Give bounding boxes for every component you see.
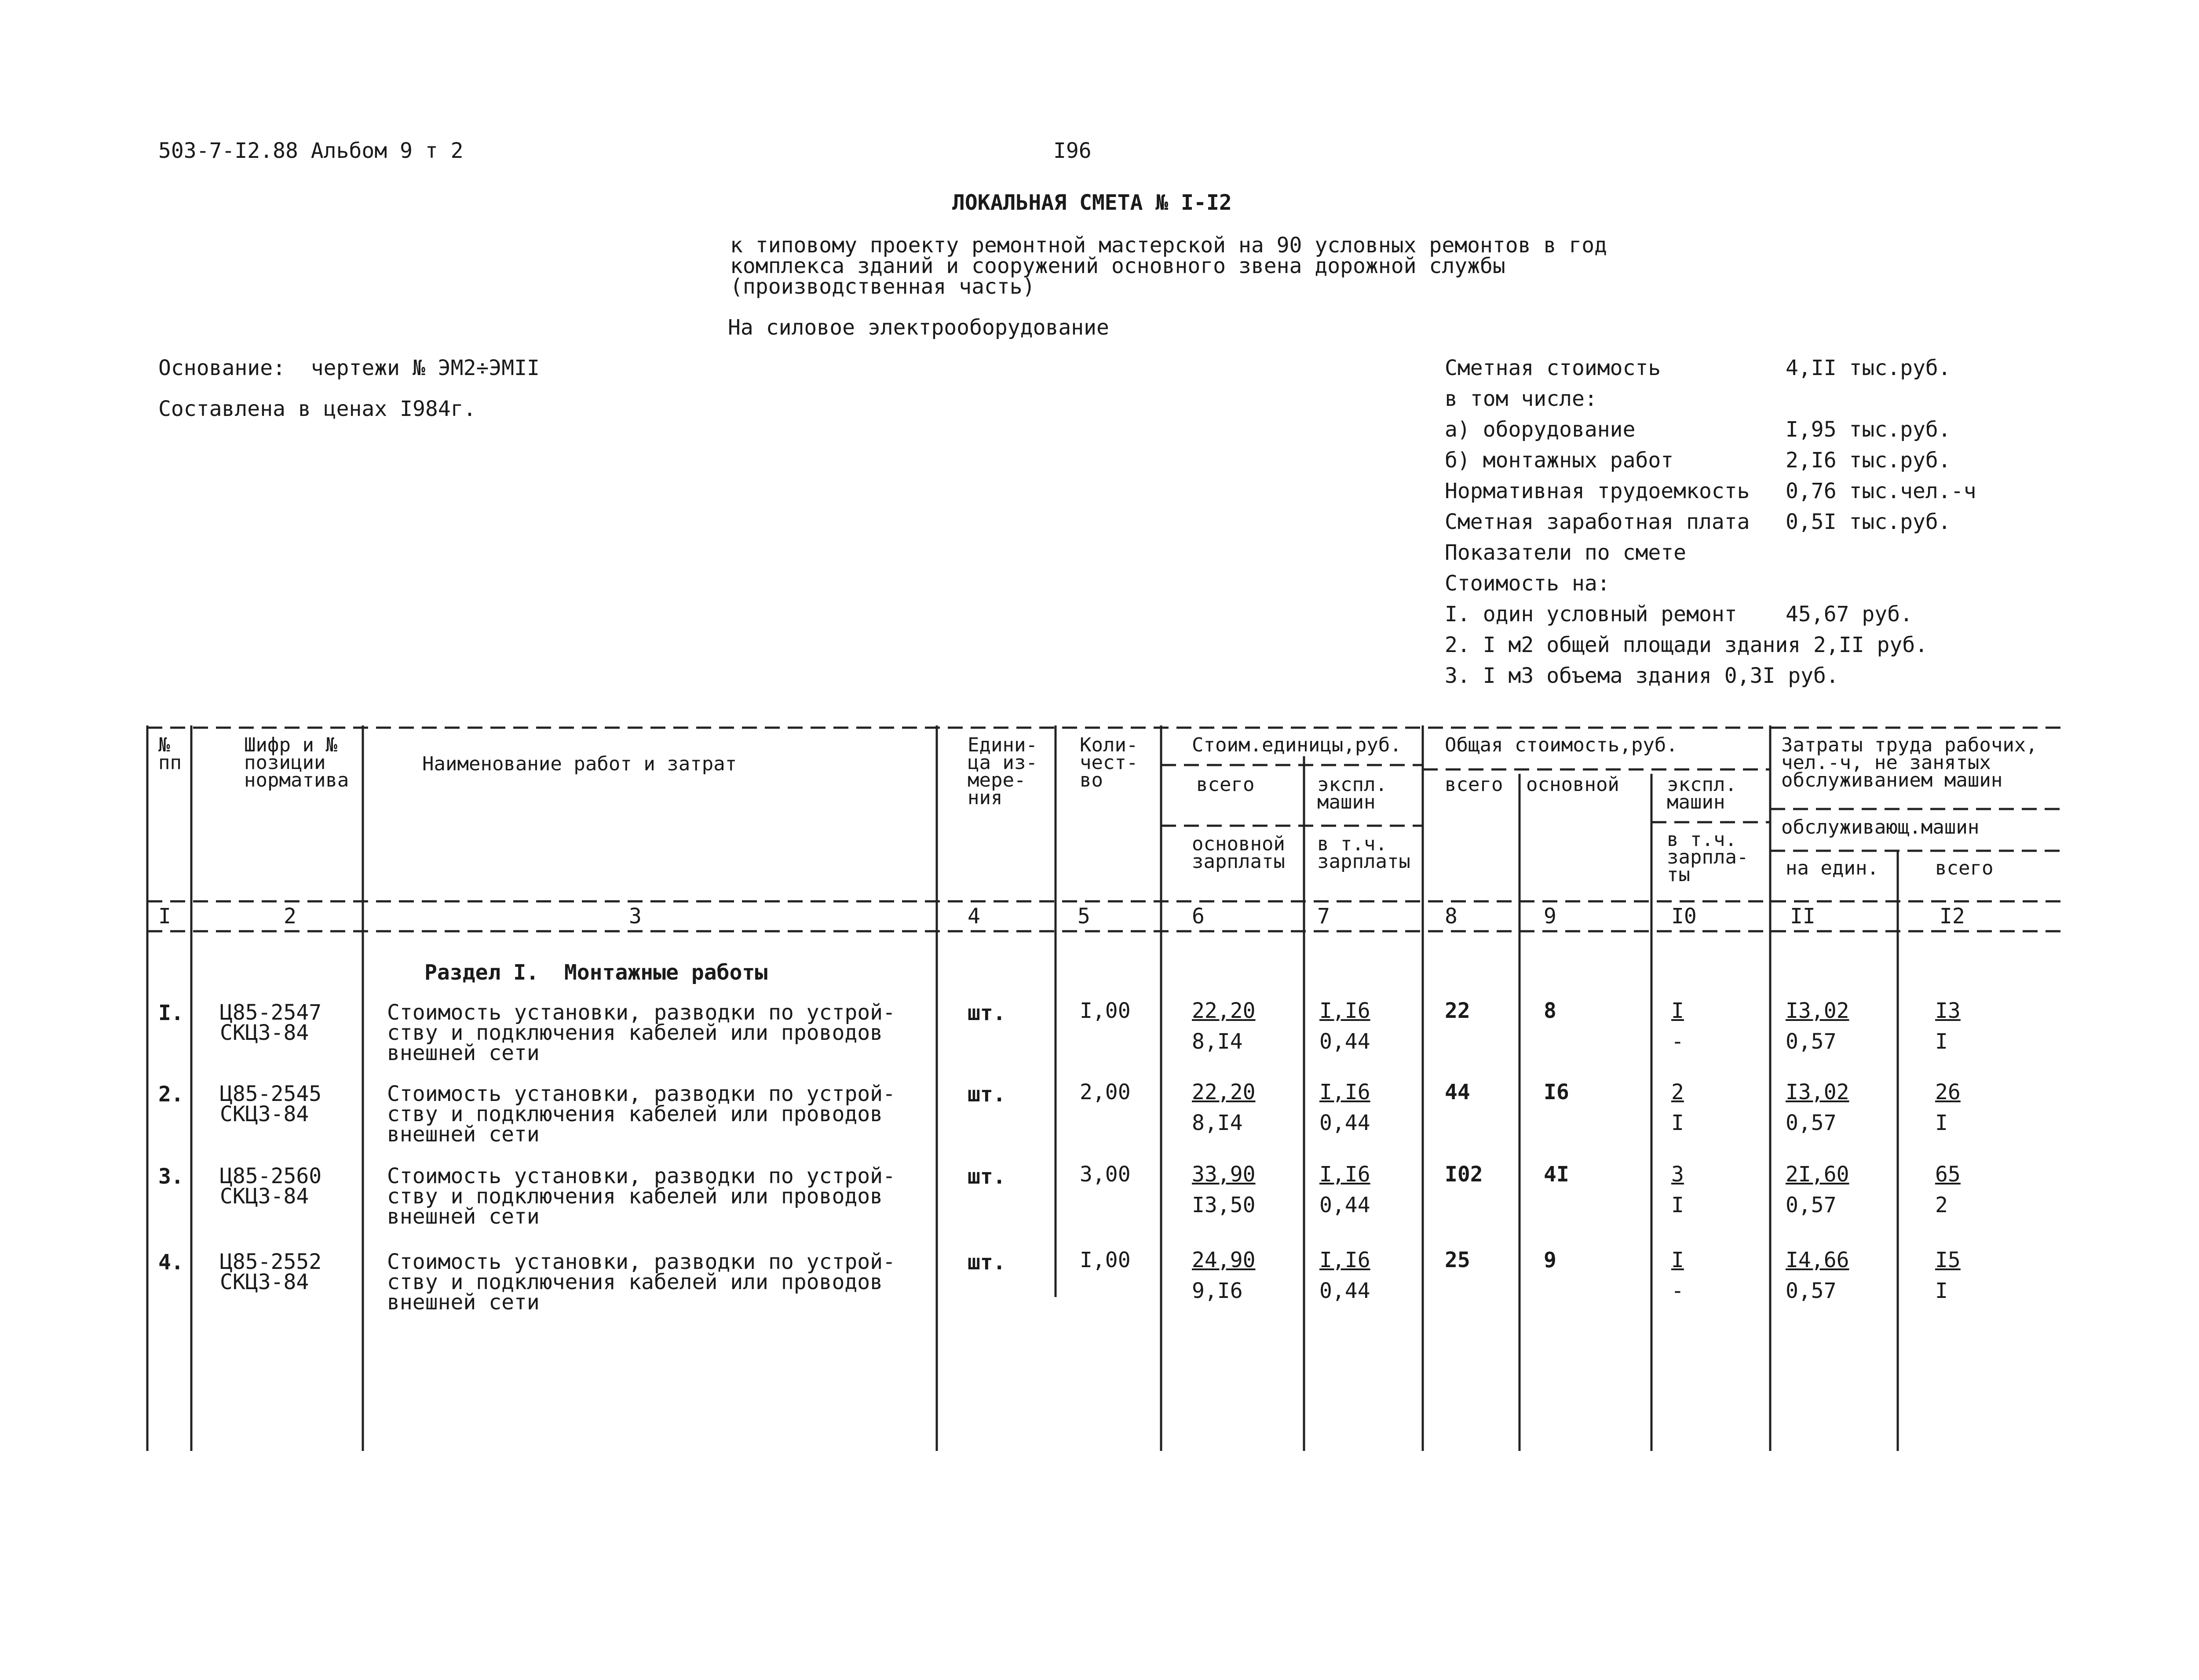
row-machines: 2 — [1671, 1080, 1684, 1104]
col-number: 5 — [1078, 904, 1090, 929]
row-name: Стоимость установки, разводки по устрой- ству и подключения кабелей или проводов внешней сети — [387, 1250, 895, 1315]
row-unit: шт. — [968, 1250, 1006, 1275]
row-base: I6 — [1544, 1080, 1569, 1104]
col-header-labor-machines: обслуживающ.машин — [1781, 816, 1980, 838]
summary-label: Сметная заработная плата — [1445, 510, 1750, 534]
price-level: Составлена в ценах I984г. — [158, 397, 476, 421]
row-total: I02 — [1445, 1162, 1483, 1187]
col-header-base: основной — [1526, 773, 1619, 796]
row-unit-total: 24,90 — [1192, 1248, 1256, 1272]
col-number: I2 — [1940, 904, 1965, 929]
col-number: II — [1790, 904, 1815, 929]
row-base: 9 — [1544, 1248, 1556, 1272]
col-header-machines: экспл. машин — [1667, 773, 1737, 813]
subtitle-line-3: (производственная часть) — [730, 274, 1035, 299]
row-labor-total: 26 — [1935, 1080, 1961, 1104]
row-code: Ц85-2545 СКЦЗ-84 — [220, 1082, 322, 1126]
summary-value: 4,II тыс.руб. — [1786, 356, 1951, 380]
col-number: 2 — [284, 904, 296, 929]
album-reference: 503-7-I2.88 Альбом 9 т 2 — [158, 138, 464, 163]
row-unit-total: 33,90 — [1192, 1162, 1256, 1187]
col-number: 8 — [1445, 904, 1457, 929]
row-labor-machines-total: 2 — [1935, 1193, 1948, 1217]
col-number: 6 — [1192, 904, 1205, 929]
summary-label: 2. I м2 общей площади здания 2,II руб. — [1445, 633, 1928, 657]
row-quantity: I,00 — [1080, 999, 1131, 1023]
summary-value: 2,I6 тыс.руб. — [1786, 448, 1951, 473]
col-header-unit-machine-wage: в т.ч. зарплаты — [1317, 833, 1410, 873]
col-number: 3 — [629, 904, 642, 929]
col-header-labor-total: всего — [1935, 857, 1994, 879]
row-unit-base-wage: 9,I6 — [1192, 1279, 1243, 1303]
row-base: 8 — [1544, 999, 1556, 1023]
row-unit: шт. — [968, 1001, 1006, 1025]
col-header-number: № пп — [158, 734, 182, 774]
row-number: 3. — [158, 1164, 184, 1189]
row-machine-wage: - — [1671, 1279, 1684, 1303]
row-total: 25 — [1445, 1248, 1470, 1272]
row-labor-machines-per-unit: 0,57 — [1786, 1029, 1837, 1054]
row-total: 44 — [1445, 1080, 1470, 1104]
col-header-unit-machines: экспл. машин — [1317, 773, 1387, 813]
summary-label: Сметная стоимость — [1445, 356, 1661, 380]
col-header-code: Шифр и № позиции норматива — [244, 734, 349, 791]
col-number: I — [158, 904, 171, 929]
row-unit-base-wage: 8,I4 — [1192, 1111, 1243, 1135]
row-labor-total: 65 — [1935, 1162, 1961, 1187]
col-number: 9 — [1544, 904, 1556, 929]
row-unit-machine-wage: 0,44 — [1319, 1029, 1370, 1054]
row-unit-machines: I,I6 — [1319, 1162, 1370, 1187]
row-machine-wage: - — [1671, 1029, 1684, 1054]
col-number: 7 — [1317, 904, 1330, 929]
summary-label: Стоимость на: — [1445, 571, 1610, 596]
row-unit-machines: I,I6 — [1319, 1248, 1370, 1272]
row-unit: шт. — [968, 1082, 1006, 1107]
col-header-unit-base-wage: основной зарплаты — [1192, 833, 1285, 873]
row-unit-machines: I,I6 — [1319, 999, 1370, 1023]
row-machines: I — [1671, 999, 1684, 1023]
col-number: 4 — [968, 904, 980, 929]
row-name: Стоимость установки, разводки по устрой- ству и подключения кабелей или проводов внешней сети — [387, 1164, 895, 1229]
summary-label: б) монтажных работ — [1445, 448, 1674, 473]
col-header-total-cost: Общая стоимость,руб. — [1445, 734, 1678, 756]
row-name: Стоимость установки, разводки по устрой- ству и подключения кабелей или проводов внешней сети — [387, 1082, 895, 1147]
col-header-machine-wage: в т.ч. зарпла- ты — [1667, 828, 1749, 886]
subtitle-line-1: к типовому проекту ремонтной мастерской на 90 условных ремонтов в год — [730, 233, 1607, 258]
row-unit-machines: I,I6 — [1319, 1080, 1370, 1104]
row-unit: шт. — [968, 1164, 1006, 1189]
col-header-labor-per-unit: на един. — [1786, 857, 1879, 879]
row-quantity: 3,00 — [1080, 1162, 1131, 1187]
row-code: Ц85-2560 СКЦЗ-84 — [220, 1164, 322, 1209]
row-code: Ц85-2547 СКЦЗ-84 — [220, 1000, 322, 1045]
summary-label: I. один условный ремонт — [1445, 602, 1737, 627]
row-labor-machines-per-unit: 0,57 — [1786, 1193, 1837, 1217]
row-labor-machines-total: I — [1935, 1029, 1948, 1054]
row-unit-base-wage: I3,50 — [1192, 1193, 1256, 1217]
col-header-unit-cost: Стоим.единицы,руб. — [1192, 734, 1402, 756]
row-number: 4. — [158, 1250, 184, 1275]
summary-value: 45,67 руб. — [1786, 602, 1913, 627]
summary-label: а) оборудование — [1445, 417, 1636, 442]
row-name: Стоимость установки, разводки по устрой- ству и подключения кабелей или проводов внешней сети — [387, 1000, 895, 1065]
col-header-quantity: Коли- чест- во — [1080, 734, 1138, 791]
document-title: ЛОКАЛЬНАЯ СМЕТА № I-I2 — [952, 190, 1232, 215]
summary-label: Показатели по смете — [1445, 540, 1687, 565]
row-unit-machine-wage: 0,44 — [1319, 1193, 1370, 1217]
col-header-unit-total: всего — [1196, 773, 1255, 796]
row-labor-machines-total: I — [1935, 1279, 1948, 1303]
row-quantity: 2,00 — [1080, 1080, 1131, 1104]
col-header-unit: Едини- ца из- мере- ния — [968, 734, 1037, 809]
page-number: I96 — [1053, 138, 1092, 163]
row-labor-per-unit: I4,66 — [1786, 1248, 1849, 1272]
section-title: Раздел I. Монтажные работы — [424, 960, 768, 985]
summary-value: I,95 тыс.руб. — [1786, 417, 1951, 442]
col-number: I0 — [1671, 904, 1697, 929]
row-base: 4I — [1544, 1162, 1569, 1187]
row-unit-total: 22,20 — [1192, 999, 1256, 1023]
row-machine-wage: I — [1671, 1111, 1684, 1135]
row-labor-machines-total: I — [1935, 1111, 1948, 1135]
row-labor-per-unit: I3,02 — [1786, 1080, 1849, 1104]
col-header-name: Наименование работ и затрат — [422, 753, 737, 775]
row-number: I. — [158, 1001, 184, 1025]
row-machines: 3 — [1671, 1162, 1684, 1187]
row-labor-machines-per-unit: 0,57 — [1786, 1279, 1837, 1303]
row-unit-machine-wage: 0,44 — [1319, 1111, 1370, 1135]
row-labor-per-unit: 2I,60 — [1786, 1162, 1849, 1187]
summary-label: Нормативная трудоемкость — [1445, 479, 1750, 503]
estimate-basis: Основание: чертежи № ЭМ2÷ЭМII — [158, 356, 540, 380]
col-header-labor: Затраты труда рабочих, чел.-ч, не занятых обслуживанием машин — [1781, 734, 2038, 791]
row-code: Ц85-2552 СКЦЗ-84 — [220, 1250, 322, 1294]
summary-value: 0,76 тыс.чел.-ч — [1786, 479, 1976, 503]
summary-value: 0,5I тыс.руб. — [1786, 510, 1951, 534]
row-quantity: I,00 — [1080, 1248, 1131, 1272]
subtitle-line-2: комплекса зданий и сооружений основного звена дорожной службы — [730, 254, 1505, 278]
row-labor-total: I3 — [1935, 999, 1961, 1023]
row-number: 2. — [158, 1082, 184, 1107]
row-total: 22 — [1445, 999, 1470, 1023]
row-unit-machine-wage: 0,44 — [1319, 1279, 1370, 1303]
row-machines: I — [1671, 1248, 1684, 1272]
summary-label: 3. I м3 объема здания 0,3I руб. — [1445, 663, 1839, 688]
col-header-total: всего — [1445, 773, 1503, 796]
estimate-object: На силовое электрооборудование — [728, 315, 1109, 340]
row-labor-per-unit: I3,02 — [1786, 999, 1849, 1023]
row-unit-base-wage: 8,I4 — [1192, 1029, 1243, 1054]
row-machine-wage: I — [1671, 1193, 1684, 1217]
row-labor-machines-per-unit: 0,57 — [1786, 1111, 1837, 1135]
row-unit-total: 22,20 — [1192, 1080, 1256, 1104]
row-labor-total: I5 — [1935, 1248, 1961, 1272]
summary-label: в том числе: — [1445, 386, 1597, 411]
